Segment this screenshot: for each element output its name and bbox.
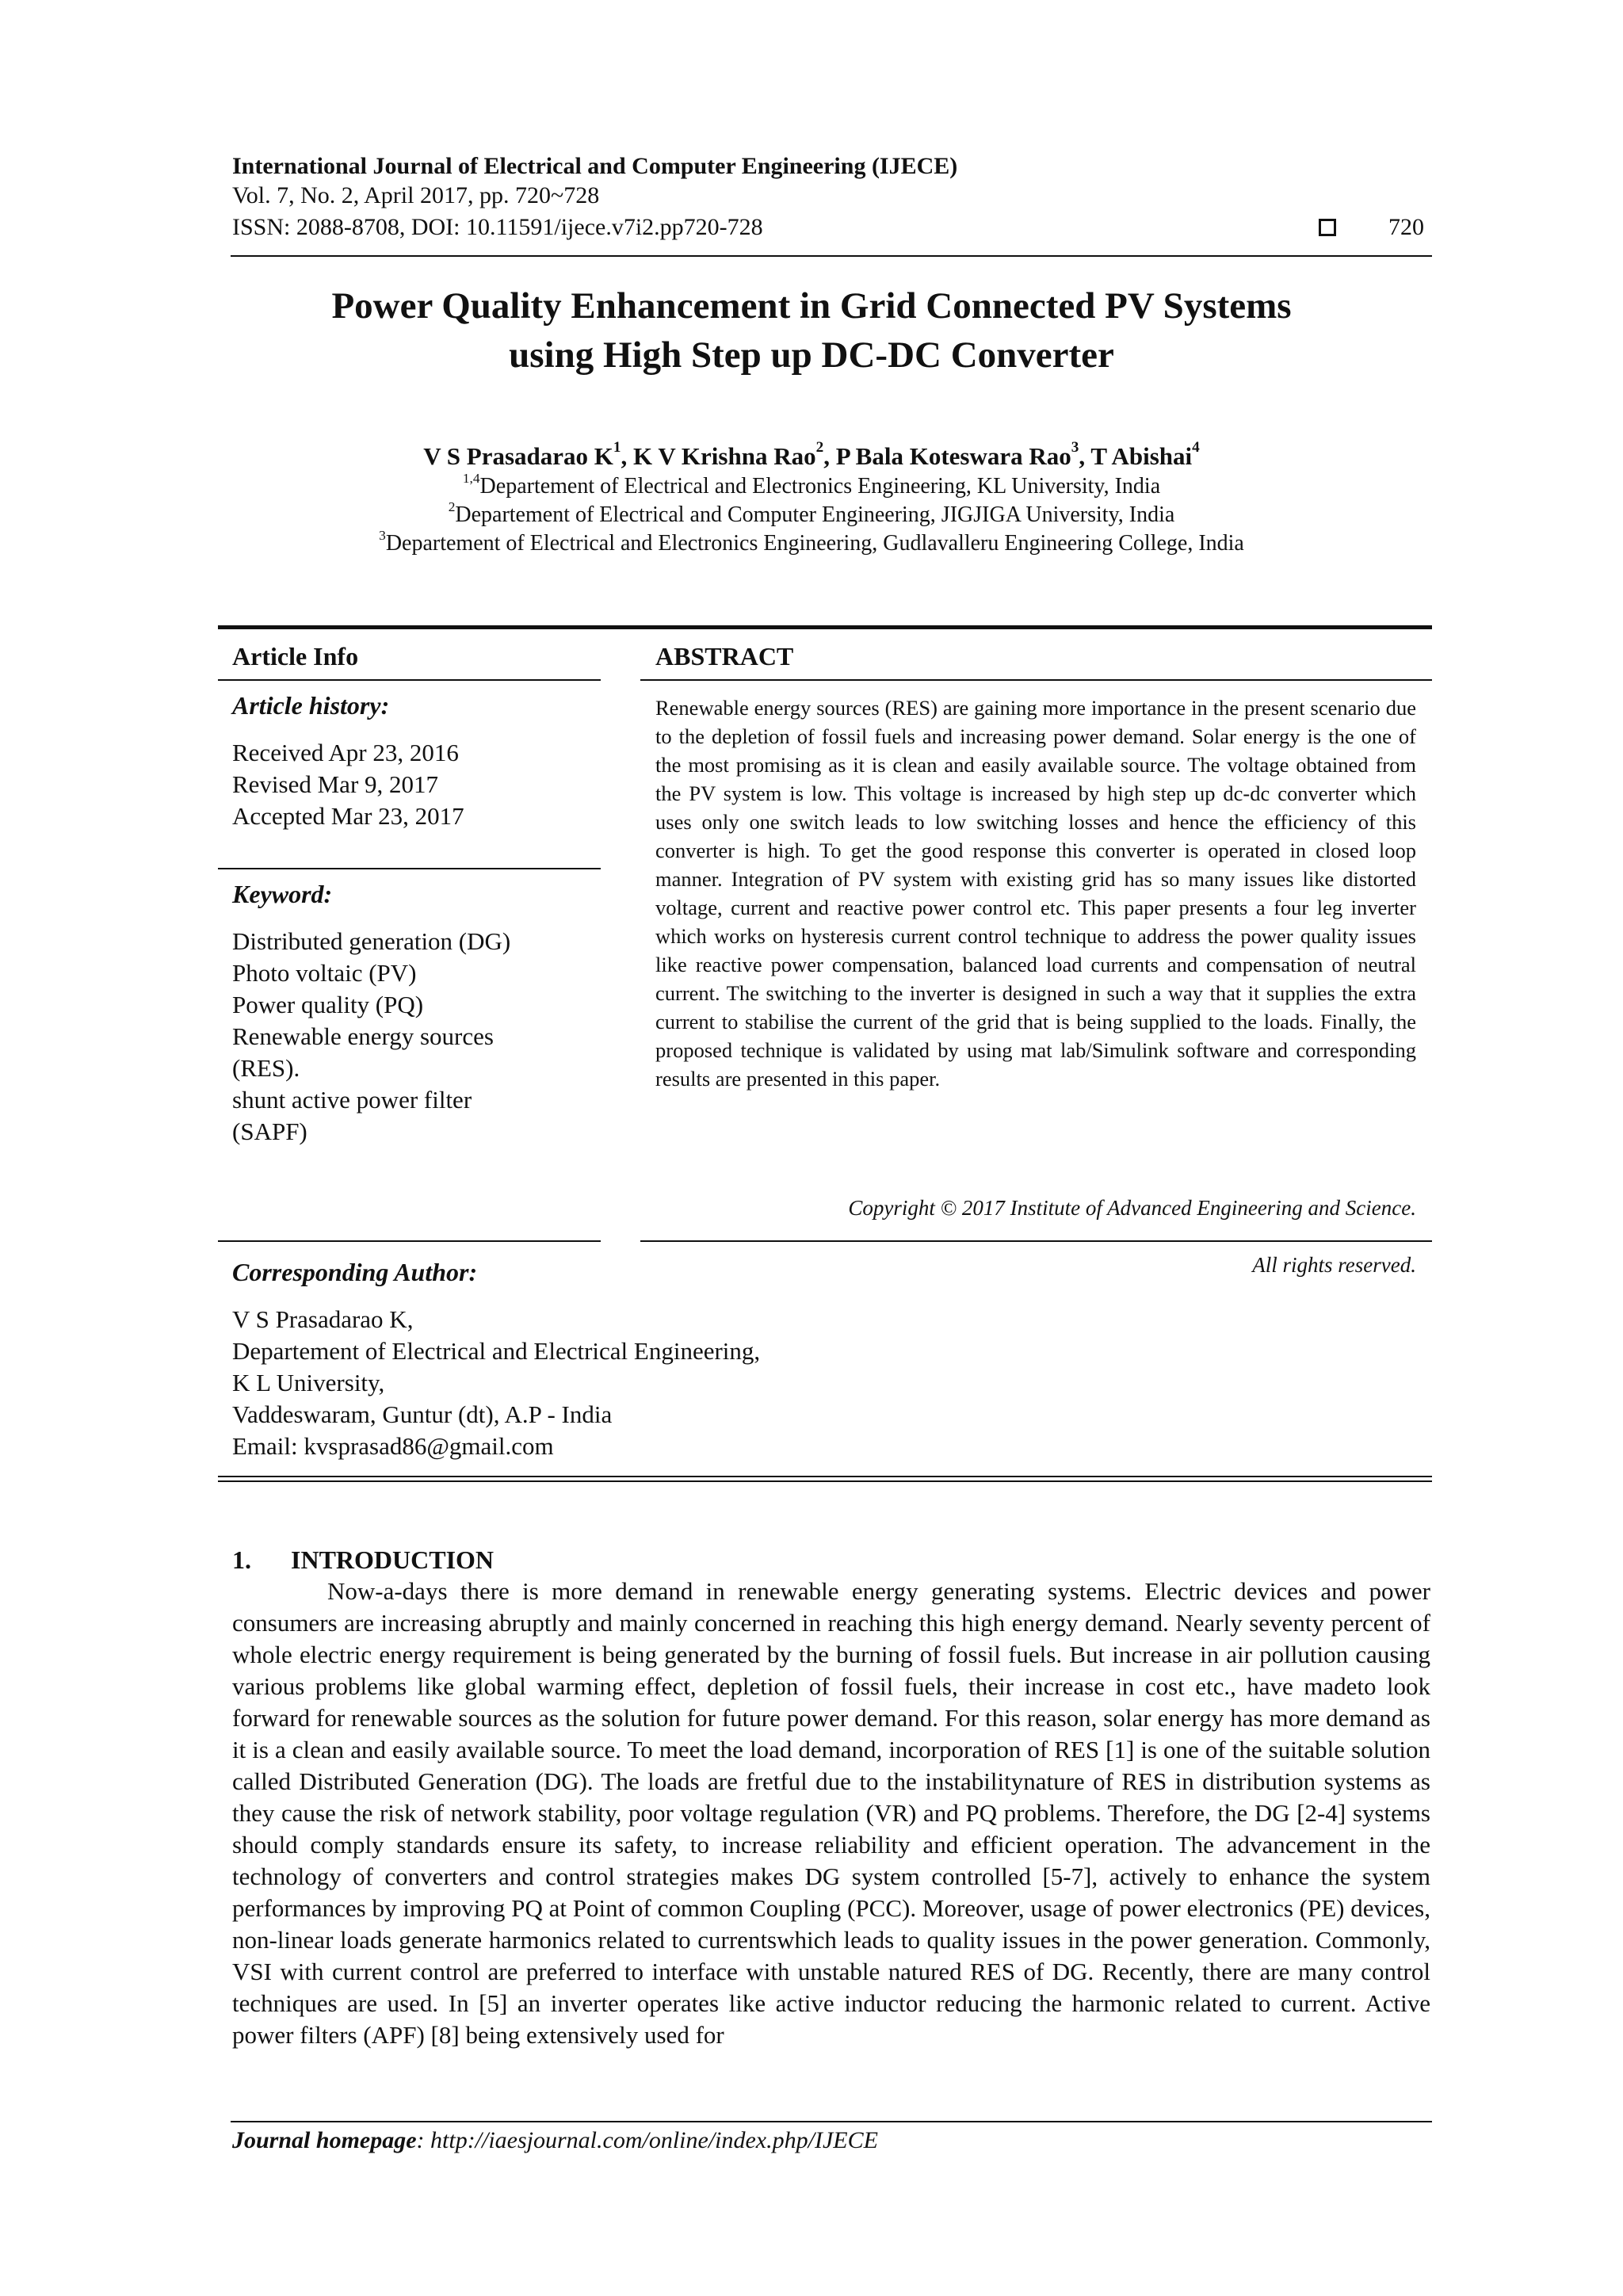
keyword-line: (RES). xyxy=(232,1054,300,1082)
author-name: K V Krishna Rao xyxy=(633,442,816,470)
affiliation-mark: 3 xyxy=(379,528,386,543)
journal-name: International Journal of Electrical and Computer Engineering (IJECE) xyxy=(232,153,958,179)
checkbox-square-icon xyxy=(1319,219,1336,236)
copyright-notice xyxy=(655,1165,1416,1308)
abstract-bottom-rule xyxy=(640,1240,1432,1242)
author-name: V S Prasadarao K xyxy=(423,442,613,470)
corresponding-line: K L University, xyxy=(232,1369,385,1396)
abstract-heading: ABSTRACT xyxy=(655,642,794,670)
author-affiliation-mark: 3 xyxy=(1071,439,1079,456)
journal-volume: Vol. 7, No. 2, April 2017, pp. 720~728 xyxy=(232,182,600,208)
title-line-2: using High Step up DC-DC Converter xyxy=(509,334,1114,376)
revised-date: Revised Mar 9, 2017 xyxy=(232,770,439,798)
page-number: 720 xyxy=(1388,214,1424,240)
affiliation xyxy=(190,471,1433,499)
keyword-line: shunt active power filter xyxy=(232,1086,472,1114)
keyword-line: Renewable energy sources xyxy=(232,1022,494,1050)
copyright-line-1: Copyright © 2017 Institute of Advanced Engineering and Science. xyxy=(848,1196,1416,1220)
abstract-body: Renewable energy sources (RES) are gaining more importance in the present scenario due to the depletion of fossil fuels and increasing power demand. Solar energy is the one of the most promising as it is clean and easily available source. The voltage obtained from the PV system is low. This voltage is increased by high step up dc-dc converter which uses only one switch leads to low switching losses and hence the efficiency of this converter is high. To get the good response this converter is operated in closed loop manner. Integration of PV system with existing grid has so many issues like distorted voltage, current and reactive power control etc. This paper presents a four leg inverter which works on hysteresis current control technique to address the power quality issues like reactive power compensation, balanced load currents and compensation of neutral current. The switching to the inverter is designed in such a way that it supplies the extra current to stabilise the current of the grid that is being supplied to the loads. Finally, the proposed technique is validated by using mat lab/Simulink software and corresponding results are presented in this paper. xyxy=(655,696,1416,1091)
paper-title xyxy=(190,281,1433,380)
affiliation-mark: 2 xyxy=(448,499,456,514)
journal-homepage-url: : http://iaesjournal.com/online/index.php/IJECE xyxy=(416,2127,878,2153)
corresponding-author-details xyxy=(232,1304,760,1462)
affiliation xyxy=(190,528,1433,556)
title-line-1: Power Quality Enhancement in Grid Connected PV Systems xyxy=(331,285,1292,327)
copyright-line-2: All rights reserved. xyxy=(1252,1253,1416,1277)
author-affiliation-mark: 1 xyxy=(613,439,621,456)
author-name: P Bala Koteswara Rao xyxy=(835,442,1071,470)
affiliation xyxy=(190,499,1433,528)
introduction-heading xyxy=(232,1545,494,1575)
article-info-rule xyxy=(218,679,601,681)
section-title: INTRODUCTION xyxy=(291,1545,495,1574)
affiliation-text: Departement of Electrical and Electronics Engineering, Gudlavalleru Engineering College, India xyxy=(385,531,1244,556)
keyword-rule xyxy=(218,868,601,869)
introduction-body: Now-a-days there is more demand in renewable energy generating systems. Electric devices and power consumers are increasing abruptly and mainly concerned in reaching this high energy demand. Nearly seventy percent of whole electric energy requirement is being generated by the burning of fossil fuels. But increase in air pollution causing various problems like global warming effect, depletion of fossil fuels, their increase in cost etc., have madeto look forward for renewable sources as the solution for future power demand. For this reason, solar energy has more demand as it is a clean and easily available source. To meet the load demand, incorporation of RES [1] is one of the suitable solution called Distributed Generation (DG). The loads are fretful due to the instabilitynature of RES in distribution systems as they cause the risk of network stability, poor voltage regulation (VR) and PQ problems. Therefore, the DG [2-4] systems should comply standards ensure its safety, to increase reliability and efficient operation. The advancement in the technology of converters and control strategies makes DG system controlled [5-7], actively to enhance the system performances by improving PQ at Point of common Coupling (PCC). Moreover, usage of power electronics (PE) devices, non-linear loads generate harmonics related to currentswhich leads to quality issues in the power generation. Commonly, VSI with current control are preferred to interface with unstable natured RES of DG. Recently, there are many control techniques are used. In [5] an inverter operates like active inductor reducing the harmonic related to current. Active power filters (APF) [8] being extensively used for xyxy=(232,1577,1430,2049)
article-history xyxy=(232,737,464,832)
accepted-date: Accepted Mar 23, 2017 xyxy=(232,802,464,830)
article-info-heading: Article Info xyxy=(232,642,359,670)
info-box-top-rule xyxy=(218,625,1432,629)
keyword-line: Power quality (PQ) xyxy=(232,991,424,1018)
keyword-list xyxy=(232,926,510,1148)
author-separator: , xyxy=(1079,442,1091,470)
corresponding-line: Departement of Electrical and Electrical Engineering, xyxy=(232,1337,761,1365)
footer-divider xyxy=(231,2121,1432,2122)
corresponding-line: Vaddeswaram, Guntur (dt), A.P - India xyxy=(232,1400,613,1428)
author-affiliation-mark: 2 xyxy=(815,439,824,456)
author-name: T Abishai xyxy=(1090,442,1193,470)
corresponding-line: V S Prasadarao K, xyxy=(232,1305,414,1333)
keyword-line: (SAPF) xyxy=(232,1117,307,1145)
affiliation-text: Departement of Electrical and Electronics Engineering, KL University, India xyxy=(479,474,1161,499)
author-list xyxy=(190,439,1433,471)
front-matter-bottom-rule xyxy=(218,1476,1432,1477)
author-separator: , xyxy=(621,442,634,470)
article-history-heading: Article history: xyxy=(232,691,390,720)
corresponding-email: Email: kvsprasad86@gmail.com xyxy=(232,1432,554,1460)
corresponding-author-heading: Corresponding Author: xyxy=(232,1258,478,1286)
article-info-bottom-rule xyxy=(218,1240,601,1242)
keyword-line: Photo voltaic (PV) xyxy=(232,959,417,987)
keyword-line: Distributed generation (DG) xyxy=(232,927,511,955)
abstract-rule xyxy=(640,679,1432,681)
received-date: Received Apr 23, 2016 xyxy=(232,739,459,766)
author-affiliation-mark: 4 xyxy=(1192,439,1200,456)
journal-issn-doi: ISSN: 2088-8708, DOI: 10.11591/ijece.v7i2.pp720-728 xyxy=(232,214,763,240)
keyword-heading: Keyword: xyxy=(232,880,333,908)
journal-homepage-label: Journal homepage xyxy=(232,2127,417,2153)
affiliation-text: Departement of Electrical and Computer Engineering, JIGJIGA University, India xyxy=(455,502,1175,527)
journal-homepage xyxy=(232,2127,878,2154)
front-matter-bottom-rule-2 xyxy=(218,1480,1432,1482)
header-divider xyxy=(231,255,1432,257)
author-separator: , xyxy=(823,442,836,470)
affiliation-mark: 1,4 xyxy=(462,471,480,486)
section-number: 1. xyxy=(232,1545,251,1574)
